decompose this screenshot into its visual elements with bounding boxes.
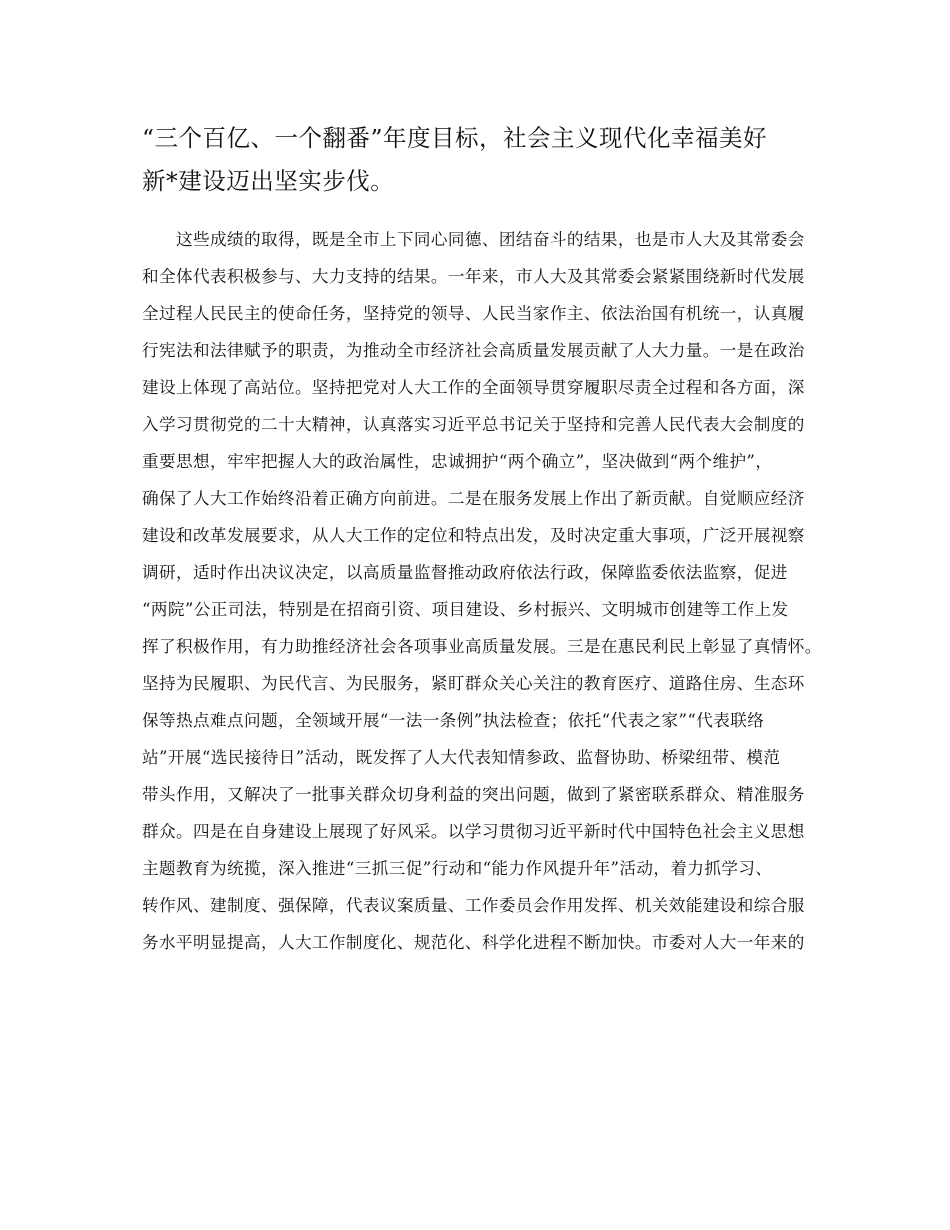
paragraph-line-7: 重要思想，牢牢把握人大的政治属性，忠诚拥护“两个确立”，坚决做到“两个维护”， (142, 452, 773, 471)
paragraph-line-1: 这些成绩的取得，既是全市上下同心同德、团结奋斗的结果，也是市人大及其常委会 (142, 230, 805, 249)
paragraph-line-6: 入学习贯彻党的二十大精神，认真落实习近平总书记关于坚持和完善人民代表大会制度的 (142, 415, 805, 434)
paragraph-line-16: 带头作用，又解决了一批事关群众切身利益的突出问题，做到了紧密联系群众、精准服务 (142, 785, 805, 804)
paragraph-line-13: 坚持为民履职、为民代言、为民服务，紧盯群众关心关注的教育医疗、道路住房、生态环 (142, 674, 805, 693)
paragraph-line-18: 主题教育为统揽，深入推进“三抓三促”行动和“能力作风提升年”活动，着力抓学习、 (142, 859, 773, 878)
paragraph-line-11: “两院”公正司法，特别是在招商引资、项目建设、乡村振兴、文明城市创建等工作上发 (142, 600, 789, 619)
paragraph-line-8: 确保了人大工作始终沿着正确方向前进。二是在服务发展上作出了新贡献。自觉顺应经济 (142, 489, 805, 508)
paragraph-line-17: 群众。四是在自身建设上展现了好风采。以学习贯彻习近平新时代中国特色社会主义思想 (142, 822, 805, 841)
paragraph-line-4: 行宪法和法律赋予的职责，为推动全市经济社会高质量发展贡献了人大力量。一是在政治 (142, 341, 805, 360)
lead-line-2: 新*建设迈出坚实步伐。 (142, 167, 395, 195)
paragraph-line-12: 挥了积极作用，有力助推经济社会各项事业高质量发展。三是在惠民利民上彰显了真情怀。 (142, 637, 822, 656)
paragraph-line-15: 站”开展“选民接待日”活动，既发挥了人大代表知情参政、监督协助、桥梁纽带、模范 (142, 748, 781, 767)
paragraph-line-2: 和全体代表积极参与、大力支持的结果。一年来，市人大及其常委会紧紧围绕新时代发展 (142, 267, 805, 286)
paragraph-line-10: 调研，适时作出决议决定，以高质量监督推动政府依法行政，保障监委依法监察，促进 (142, 563, 788, 582)
paragraph-line-20: 务水平明显提高，人大工作制度化、规范化、科学化进程不断加快。市委对人大一年来的 (142, 933, 805, 952)
paragraph-line-9: 建设和改革发展要求，从人大工作的定位和特点出发，及时决定重大事项，广泛开展视察 (142, 526, 805, 545)
paragraph-line-5: 建设上体现了高站位。坚持把党对人大工作的全面领导贯穿履职尽责全过程和各方面，深 (142, 378, 805, 397)
lead-line-1: “三个百亿、一个翻番”年度目标，社会主义现代化幸福美好 (142, 124, 768, 152)
paragraph-line-19: 转作风、建制度、强保障，代表议案质量、工作委员会作用发挥、机关效能建设和综合服 (142, 896, 805, 915)
paragraph-line-14: 保等热点难点问题，全领域开展“一法一条例”执法检查；依托“代表之家”“代表联络 (142, 711, 765, 730)
paragraph-line-3: 全过程人民民主的使命任务，坚持党的领导、人民当家作主、依法治国有机统一，认真履 (142, 304, 805, 323)
